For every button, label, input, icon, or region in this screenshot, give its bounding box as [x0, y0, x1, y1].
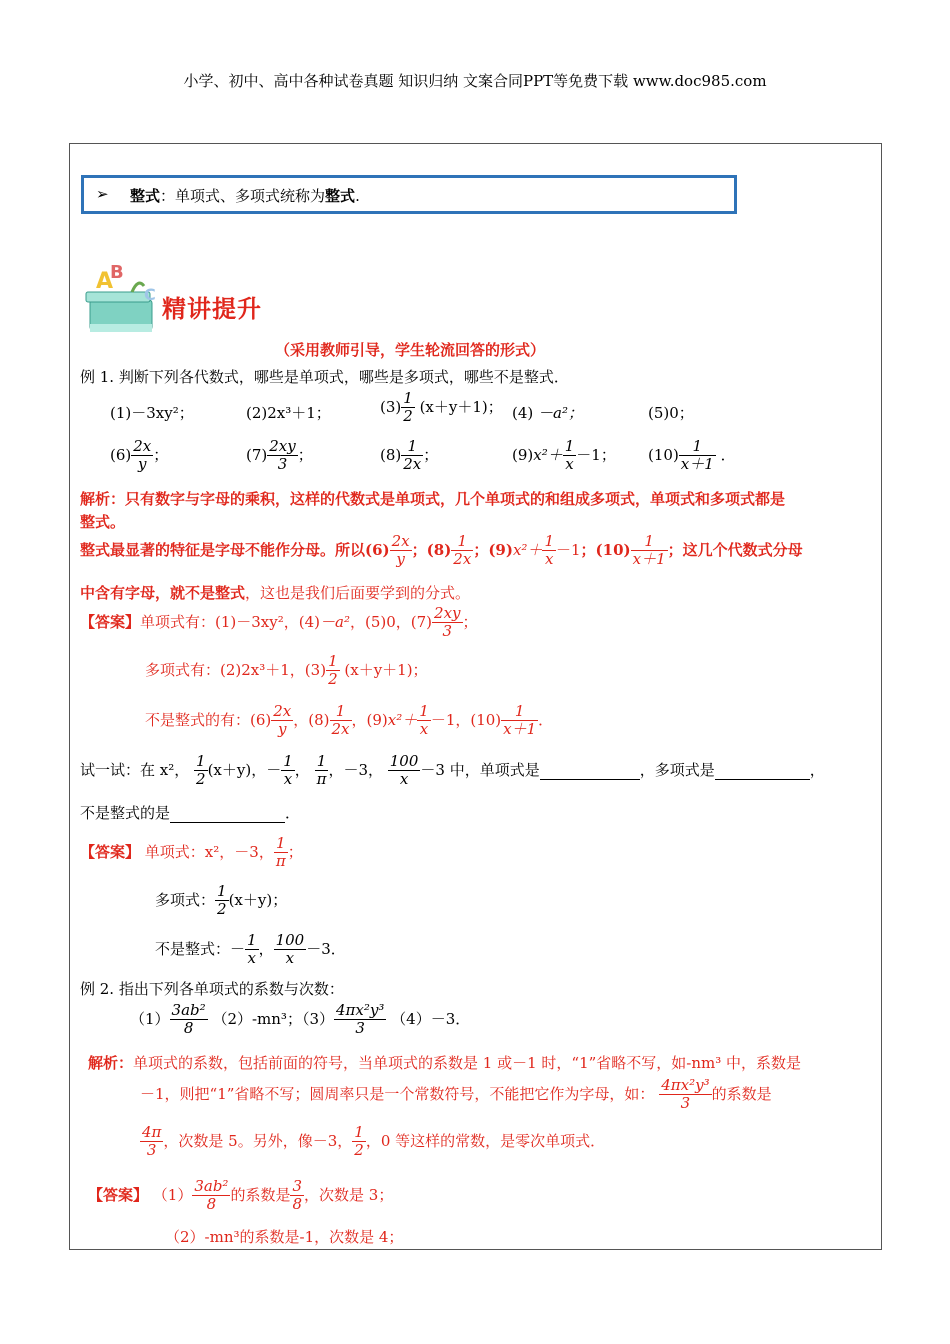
svg-text:C: C	[144, 285, 156, 304]
ex1-item-3: (3) $\frac{1}{2}$ (x＋y＋1)；	[380, 389, 503, 426]
example2-items: （1） $\frac{\text{3ab²}}{8}$ （2）-mn³；（3） $\frac{\text{4πx²y³}}{3}$ （4）－3．	[130, 1001, 471, 1038]
try-line2: 不是整式的是 ．	[80, 804, 301, 822]
bullet-icon: ➢	[96, 185, 109, 203]
analysis2-line1: 解析：单项式的系数，包括前面的符号，当单项式的系数是 1 或－1 时，“1”省略不写，如-nm³ 中，系数是	[88, 1054, 802, 1072]
analysis1-line3: 整式最显著的特征是字母不能作分母。所以(6) $\frac{2x}{y}$ ；(8) $\frac{1}{2x}$ ；(9)x²＋ $\frac{1}{x}$ －1；(10) $\frac{1}{x+1}$ ；这几个代数式分母	[80, 532, 803, 569]
svg-text:A: A	[96, 269, 114, 294]
ex1-item-4: (4) －a²；	[512, 404, 583, 422]
ex1-item-6: (6) $\frac{2x}{y}$ ；	[110, 437, 169, 474]
ex1-item-9: (9)x²＋ $\frac{1}{x}$ －1；	[512, 437, 616, 474]
try-line1: 试一试：在 x²， $\frac{1}{2}$ (x＋y)，－ $\frac{1}{x}$ ， $\frac{1}{\pi}$ ，－3， $\frac{100}{x}$ －3 中，单项式是 ，多项式是 ，	[80, 752, 825, 789]
ex1-item-10: (10) $\frac{1}{x+1}$ ．	[648, 437, 736, 474]
ex1-item-2: (2)2x³＋1；	[246, 404, 331, 422]
blank-poly[interactable]	[715, 761, 810, 780]
section-title: 精讲提升	[162, 294, 262, 323]
answer3-line2: （2）-mn³的系数是-1，次数是 4；	[165, 1228, 404, 1246]
answer2-mono: 【答案】 单项式：x²，－3， $\frac{1}{\pi}$ ；	[80, 834, 303, 871]
answer2-poly: 多项式： $\frac{1}{2}$ (x＋y)；	[155, 882, 288, 919]
analysis2-line2: －1，则把“1”省略不写；圆周率只是一个常数符号，不能把它作为字母，如： $\frac{\text{4πx²y³}}{3}$ 的系数是	[140, 1076, 772, 1113]
example1-prompt: 例 1. 判断下列各代数式，哪些是单项式，哪些是多项式，哪些不是整式．	[80, 368, 569, 386]
analysis1-line2: 整式。	[80, 513, 126, 531]
page-header: 小学、初中、高中各种试卷真题 知识归纳 文案合同PPT等免费下载 www.doc985.com	[183, 72, 767, 90]
analysis1-line1: 解析：只有数字与字母的乘积，这样的代数式是单项式，几个单项式的和组成多项式，单项式和多项式都是	[80, 490, 786, 508]
book-abc-icon	[82, 262, 162, 342]
analysis1-line4: 中含有字母，就不是整式，这也是我们后面要学到的分式。	[80, 584, 471, 602]
definition-box	[81, 175, 737, 214]
answer1-poly: 多项式有：(2)2x³＋1，(3) $\frac{1}{2}$ (x＋y＋1)；	[145, 652, 428, 689]
definition-text: 整式：单项式、多项式统称为整式.	[130, 187, 360, 205]
section-logo	[82, 262, 162, 346]
svg-text:B: B	[110, 262, 124, 283]
answer1-mono: 【答案】单项式有：(1)－3xy²，(4)－a²，(5)0，(7) $\frac{2xy}{3}$ ；	[80, 604, 478, 641]
method-note: （采用教师引导，学生轮流回答的形式）	[275, 341, 546, 359]
ex1-item-5: (5)0；	[648, 404, 694, 422]
ex1-item-7: (7) $\frac{2xy}{3}$ ；	[246, 437, 313, 474]
answer3-line1: 【答案】 （1） $\frac{\text{3ab²}}{8}$ 的系数是 $\frac{3}{8}$ ，次数是 3；	[88, 1177, 394, 1214]
blank-mono[interactable]	[540, 761, 640, 780]
ex1-item-1: (1)－3xy²；	[110, 404, 194, 422]
ex1-item-8: (8) $\frac{1}{2x}$ ；	[380, 437, 439, 474]
example2-prompt: 例 2. 指出下列各单项式的系数与次数：	[80, 980, 344, 998]
analysis2-line3: $\frac{4\pi}{3}$ ，次数是 5。另外，像－3， $\frac{1}{2}$ ，0 等这样的常数，是零次单项式．	[142, 1123, 606, 1160]
answer1-non: 不是整式的有：(6) $\frac{2x}{y}$ ，(8) $\frac{1}{2x}$ ，(9)x²＋ $\frac{1}{x}$ －1，(10) $\frac{1}{x+1}$ ．	[145, 702, 554, 739]
answer2-non: 不是整式：－ $\frac{1}{x}$ ， $\frac{100}{x}$ －3．	[155, 931, 346, 968]
blank-non[interactable]	[170, 804, 285, 823]
